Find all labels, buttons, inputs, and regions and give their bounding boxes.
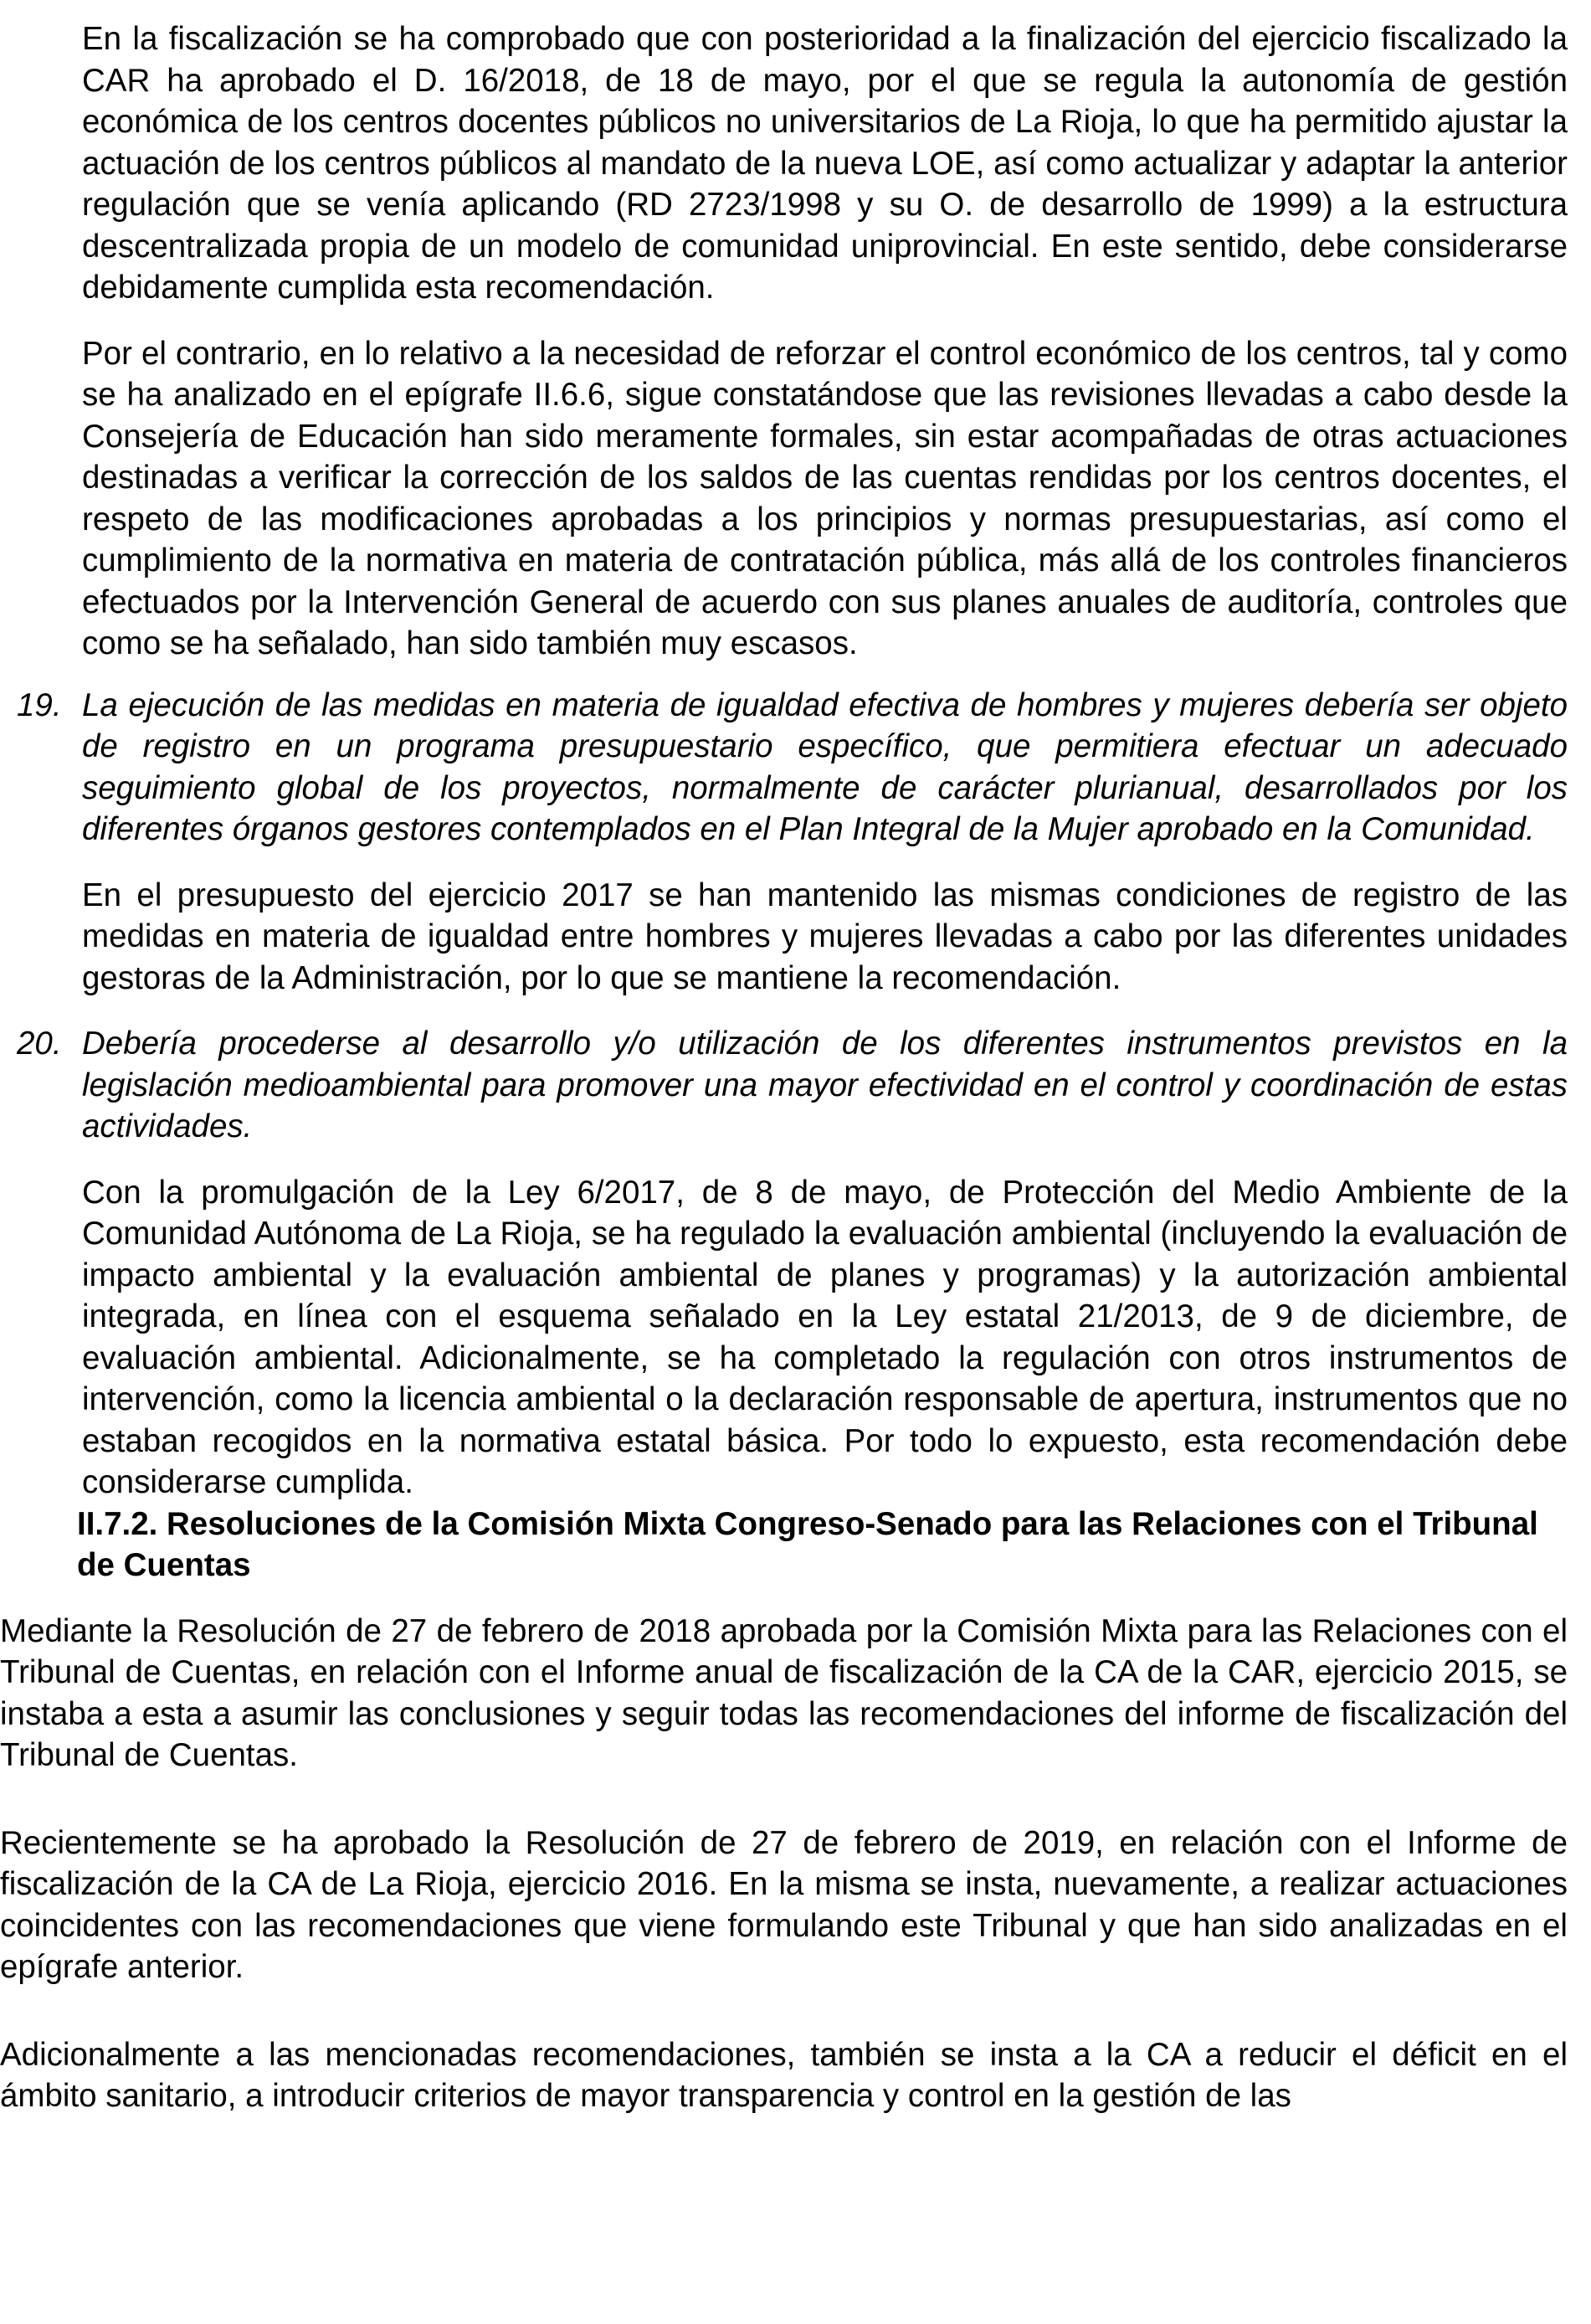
section-paragraph-resolucion-2019: Recientemente se ha aprobado la Resolución de 27 de febrero de 2019, en relación con el Informe de fiscalización de la CA de La Rioja, ejercicio 2016. En la misma se insta, nuevamente, a realizar actuaciones coincidentes con las recomendaciones que viene formulando este Tribunal y que han sido analizadas en el epígrafe anterior. (0, 1824, 1568, 1985)
recommendation-20 (17, 1023, 1568, 1504)
recommendation-text: Debería procederse al desarrollo y/o utilización de los diferentes instrumentos previstos en la legislación medioambiental para promover una mayor efectividad en el control y coordinación de estas actividades. (82, 1026, 1568, 1144)
section-heading: II.7.2. Resoluciones de la Comisión Mixta Congreso-Senado para las Relaciones con el Tribunal de Cuentas (77, 1505, 1538, 1583)
recommendation-19 (17, 685, 1568, 1000)
section-paragraph-resolucion-2018: Mediante la Resolución de 27 de febrero de 2018 aprobada por la Comisión Mixta para las Relaciones con el Tribunal de Cuentas, en relación con el Informe anual de fiscalización de la CA de la CAR, ejercicio 2015, se instaba a esta a asumir las conclusiones y seguir todas las recomendaciones del informe de fiscalización del Tribunal de Cuentas. (0, 1612, 1568, 1773)
section-paragraph-adicionalmente: Adicionalmente a las mencionadas recomendaciones, también se insta a la CA a reducir el déficit en el ámbito sanitario, a introducir criterios de mayor transparencia y control en la gestión de las (0, 2036, 1568, 2114)
recommendation-text: La ejecución de las medidas en materia de igualdad efectiva de hombres y mujeres debería ser objeto de registro en un programa presupuestario específico, que permitiera efectuar un adecuado seguimiento global de los proyectos, normalmente de carácter plurianual, desarrollados por los diferentes órganos gestores contemplados en el Plan Integral de la Mujer aprobado en la Comunidad. (82, 686, 1568, 847)
paragraph-fiscalizacion: En la fiscalización se ha comprobado que con posterioridad a la finalización del ejercicio fiscalizado la CAR ha aprobado el D. 16/2018, de 18 de mayo, por el que se regula la autonomía de gestión económica de los centros docentes públicos no universitarios de La Rioja, lo que ha permitido ajustar la actuación de los centros públicos al mandato de la nueva LOE, así como actualizar y adaptar la anterior regulación que se venía aplicando (RD 2723/1998 y su O. de desarrollo de 1999) a la estructura descentralizada propia de un modelo de comunidad uniprovincial. En este sentido, debe considerarse debidamente cumplida esta recomendación. (82, 21, 1568, 306)
paragraph-control-economico: Por el contrario, en lo relativo a la necesidad de reforzar el control económico de los centros, tal y como se ha analizado en el epígrafe II.6.6, sigue constatándose que las revisiones llevadas a cabo desde la Consejería de Educación han sido meramente formales, sin estar acompañadas de otras actuaciones destinadas a verificar la corrección de los saldos de las cuentas rendidas por los centros docentes, el respeto de las modificaciones aprobadas a los principios y normas presupuestarias, así como el cumplimiento de la normativa en materia de contratación pública, más allá de los controles financieros efectuados por la Intervención General de acuerdo con sus planes anuales de auditoría, controles que como se ha señalado, han sido también muy escasos. (82, 335, 1568, 661)
recommendation-comment: En el presupuesto del ejercicio 2017 se han mantenido las mismas condiciones de registro de las medidas en materia de igualdad entre hombres y mujeres llevadas a cabo por las diferentes unidades gestoras de la Administración, por lo que se mantiene la recomendación. (82, 877, 1568, 996)
recommendation-number: 19. (17, 686, 62, 723)
recommendation-comment: Con la promulgación de la Ley 6/2017, de 8 de mayo, de Protección del Medio Ambiente de la Comunidad Autónoma de La Rioja, se ha regulado la evaluación ambiental (incluyendo la evaluación de impacto ambiental y la evaluación ambiental de planes y programas) y la autorización ambiental integrada, en línea con el esquema señalado en la Ley estatal 21/2013, de 9 de diciembre, de evaluación ambiental. Adicionalmente, se ha completado la regulación con otros instrumentos de intervención, como la licencia ambiental o la declaración responsable de apertura, instrumentos que no estaban recogidos en la normativa estatal básica. Por todo lo expuesto, esta recomendación debe considerarse cumplida. (82, 1174, 1568, 1500)
recommendation-number: 20. (17, 1026, 62, 1062)
